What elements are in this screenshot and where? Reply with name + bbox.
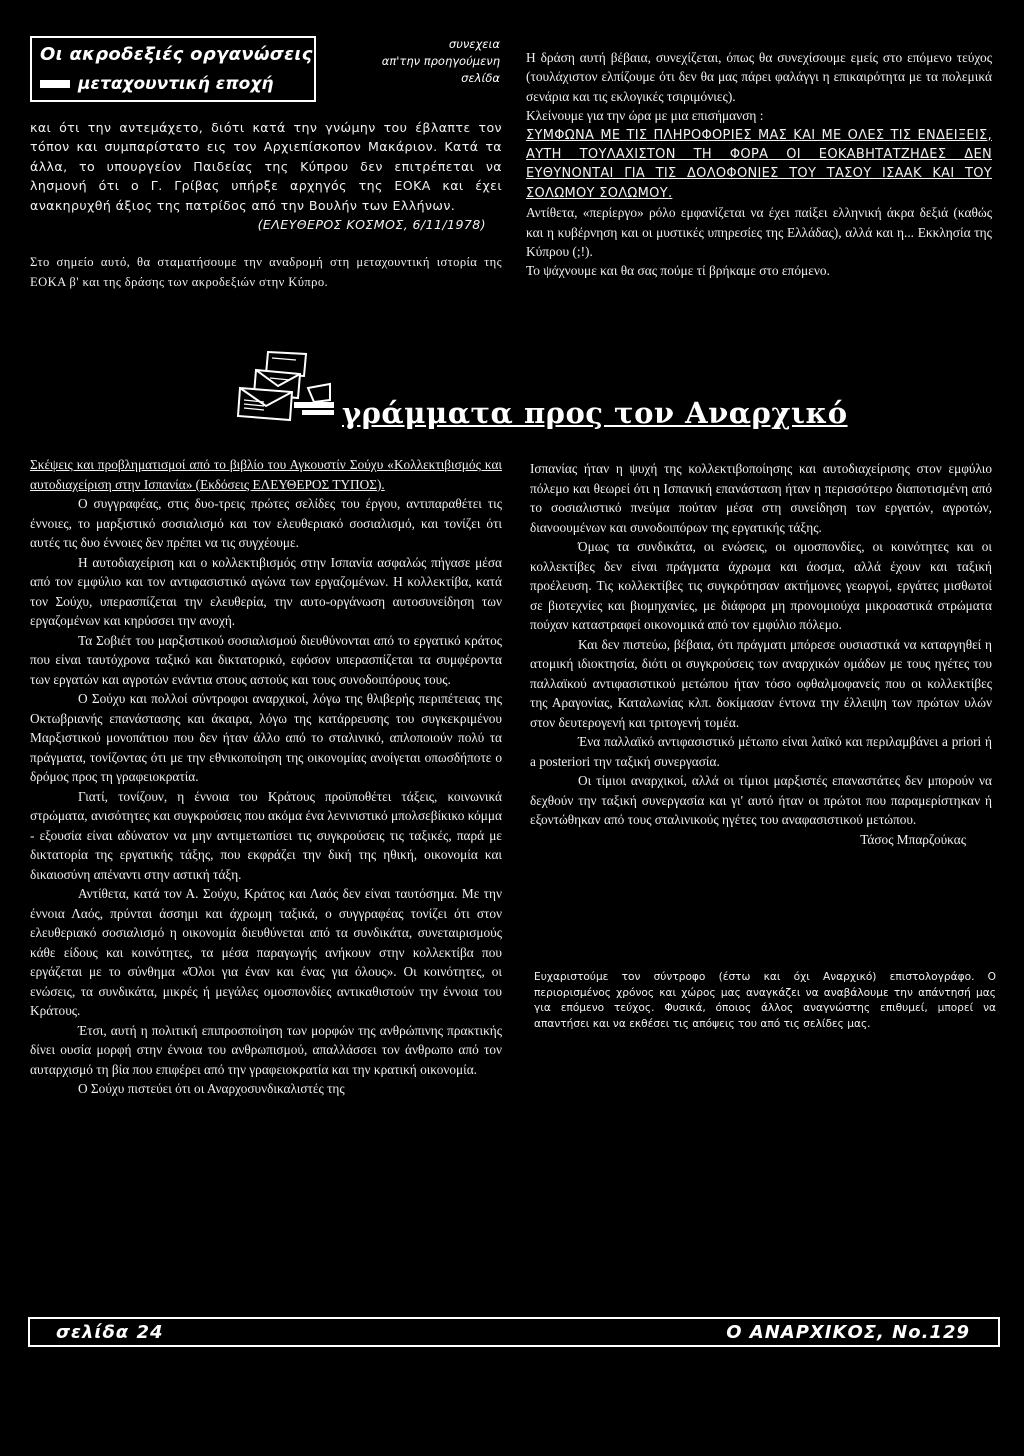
letter-paragraph: Ο Σούχυ πιστεύει ότι οι Αναρχοσυνδικαλιστές της xyxy=(78,1081,345,1096)
article-source: (ΕΛΕΥΘΕΡΟΣ ΚΟΣΜΟΣ, 6/11/1978) xyxy=(257,217,486,233)
editor-note: Ευχαριστούμε τον σύντροφο (έστω και όχι Αναρχικό) επιστολογράφο. Ο περιορισμένος χρόνος και χώρος μας αναγκάζει να αναβάλουμε την απάντησή μας για επόμενο τεύχος. Φυσικά, όποιος άλλος αναγνώστης επιθυμεί, μπορεί να απαντήσει και να εκθέσει τις απόψεις του από τις σελίδες μας. xyxy=(534,971,996,1030)
letter-paragraph: Όμως τα συνδικάτα, οι ενώσεις, οι ομοσπονδίες, οι κοινότητες και οι κολλεκτίβες δεν είναι πράγματα άχρωμα και άοσμα, αλλά έχουν και ταξική προέλευση. Τις κολλεκτίβες τις συγκρότησαν ακτήμονες γεωργοί, εργάτες μισθωτοί σε βιοτεχνίες και βιομηχανίες, με διάφορα μη προνομιούχα μικροαστικά στρώματα πούχαν καταστραφεί οικονομικά από τον εμφύλιο πόλεμο. xyxy=(530,539,992,632)
letter-paragraph: Και δεν πιστεύω, βέβαια, ότι πράγματι μπόρεσε ουσιαστικά να καταργηθεί η ατομική ιδιοκτησία, διότι οι συγκρούσεις των αναρχικών ομάδων με τους ηγέτες του παλλαϊκού αντιφασιστικού μετώπου ήταν τόσο οφθαλμοφανείς που οι κολλεκτίβες της Αραγονίας, Καταλωνίας κλπ. δοκίμασαν έντονα την έλλειψη των πρώτων υλών στον δευτερογενή και τριτογενή τομέα. xyxy=(530,636,992,730)
issue-label: Ο ΑΝΑΡΧΙΚΟΣ, Νο.129 xyxy=(726,1321,970,1343)
article-column-right xyxy=(526,48,992,281)
letter-paragraph: Οι τίμιοι αναρχικοί, αλλά οι τίμιοι μαρξιστές επαναστάτες δεν μπορούν να δεχθούν την ταξική συνεργασία και γι' αυτό ήταν οι πρώτοι που παραμερίστηκαν ή εξοντώθηκαν από τους σταλινικούς ηγέτες του αναφασιστικού μετώπου. xyxy=(530,773,992,827)
letter-paragraph: Ο Σούχυ και πολλοί σύντροφοι αναρχικοί, λόγω της θλιβερής περιπέτειας της Οκτωβριανής επανάστασης και άκαιρα, λόγω της κατάρρευσης του συγκεκριμένου Μαρξιστικού μονοπάτιου που δεν ήταν άλλο από το σταλινικό, απλοποιούν πολύ τα πράγματα, τονίζοντας ότι με την εθνικοποίηση της οικονομίας ανοίγεται οπωσδήποτε ο δρόμος προς τη γραφειοκρατία. xyxy=(30,691,502,784)
letter-paragraph: Ισπανίας ήταν η ψυχή της κολλεκτιβοποίησης και αυτοδιαχείρισης στον εμφύλιο πόλεμο και θεωρεί ότι η Ισπανική επανάσταση ήταν η περισσότερο διαποτισμένη από το σοσιαλιστικό πνεύμα πούταν μέσα στη συνείδηση των εργατών, αγροτών, διανοουμένων και συνοδοιπόρων της εργατικής τάξης. xyxy=(530,461,992,535)
letter-column-left xyxy=(30,455,502,1099)
series-title: Οι ακροδεξιές οργανώσεις xyxy=(40,44,313,65)
page-footer xyxy=(28,1317,1000,1347)
article-paragraph: Το ψάχνουμε και θα σας πούμε τί βρήκαμε στο επόμενο. xyxy=(526,263,830,279)
article-paragraph: Αντίθετα, «περίεργο» ρόλο εμφανίζεται να έχει παίξει ελληνική άκρα δεξιά (καθώς και η κυβέρνηση και οι μυστικές υπηρεσίες της Ελλάδας), αλλά και η... Εκκλησία της Κύπρου (;!). xyxy=(526,205,992,260)
article-caps-statement: ΣΥΜΦΩΝΑ ΜΕ ΤΙΣ ΠΛΗΡΟΦΟΡΙΕΣ ΜΑΣ ΚΑΙ ΜΕ ΟΛΕΣ ΤΙΣ ΕΝΔΕΙΞΕΙΣ, ΑΥΤΗ ΤΟΥΛΑΧΙΣΤΟΝ ΤΗ ΦΟΡΑ ΟΙ ΕΟΚΑΒΗΤΑΤΖΗΔΕΣ ΔΕΝ ΕΥΘΥΝΟΝΤΑΙ ΓΙΑ ΤΙΣ ΔΟΛΟΦΟΝΙΕΣ ΤΟΥ ΤΑΣΟΥ ΙΣΑΑΚ ΚΑΙ ΤΟΥ ΣΟΛΩΜΟΥ ΣΟΛΩΜΟΥ. xyxy=(526,127,992,201)
letter-paragraph: Γιατί, τονίζουν, η έννοια του Κράτους προϋποθέτει τάξεις, κοινωνικά στρώματα, ανισότητες και συγκρούσεις που ακόμα ένα λενινιστικό μπολσεβίκικο κόμμα - εξουσία είναι αδύνατον να μην αντιμετωπίσει τις συγκρούσεις τις ταξικές, παρά με δικτατορία της εργατικής τάξης, που εκφράζει την δική της ηθική, οικονομία και δικαιοσύνη απέναντι στην αστική τάξη. xyxy=(30,788,502,882)
letter-paragraph: Ένα παλλαϊκό αντιφασιστικό μέτωπο είναι λαϊκό και περιλαμβάνει a priori ή a posteriori την ταξική συνεργασία. xyxy=(530,734,992,769)
continuation-line: συνεχεια xyxy=(448,37,500,51)
series-subtitle-row xyxy=(40,74,273,94)
article-paragraph: Η δράση αυτή βέβαια, συνεχίζεται, όπως θα συνεχίσουμε εμείς στο επόμενο τεύχος (τουλάχιστον ελπίζουμε ότι δεν θα μας πάρει φαλάγγι η επικαιρότητα με τα πολεμικά σενάρια και τις εκλογικές τσιριμόνιες). xyxy=(526,50,992,104)
envelopes-icon xyxy=(234,348,338,428)
letter-paragraph: Τα Σοβιέτ του μαρξιστικού σοσιαλισμού διευθύνονται από το εργατικό κράτος που είναι ταυτόχρονα ταξικό και δικτατορικό, εφόσον υπερασπίζεται τα συμφέροντα των εργατών και αγροτών ενάντια στους αστούς και τους συνοδοιπόρους τους. xyxy=(30,632,502,687)
section-headline: γράμματα προς τον Αναρχικό xyxy=(342,396,848,430)
continuation-line: απ'την προηγούμενη xyxy=(381,54,500,68)
continuation-note xyxy=(330,36,500,87)
letter-intro: Σκέψεις και προβληματισμοί από το βιβλίο του Αγκουστίν Σούχυ «Κολλεκτιβισμός και αυτοδιαχείριση στην Ισπανία» (Εκδόσεις ΕΛΕΥΘΕΡΟΣ ΤΥΠΟΣ). xyxy=(30,457,502,492)
letter-paragraph: Η αυτοδιαχείριση και ο κολλεκτιβισμός στην Ισπανία ασφαλώς πήγασε μέσα από τον εμφύλιο και τον αντιφασιστικό αγώνα των εργαζομένων. Η κολλεκτίβα, κατά τον Σούχυ, υπερασπίζεται την ελευθερία, την αυτο-οργάνωση αυτοσυνείδηση των εργαζομένων και κηρύσσει την ανοχή. xyxy=(30,554,502,628)
page-number: σελίδα 24 xyxy=(56,1321,164,1343)
redaction-bar xyxy=(40,80,70,88)
article-paragraph: και ότι την αντεμάχετο, διότι κατά την γνώμην του έβλαπτε τον τόπον και συμπαρίστατο εις τον Αρχιεπίσκοπον Μακάριον. Κατά τα άλλα, το υπουργείον Παιδείας της Κύπρου δεν επιτρέπεται να λησμονή ότι ο Γ. Γρίβας υπήρξε αρχηγός της ΕΟΚΑ και έχει ανακηρυχθή άξιος της πατρίδος από την Βουλήν των Ελλήνων. xyxy=(30,120,502,213)
continuation-line: σελίδα xyxy=(461,71,500,85)
letter-paragraph: Έτσι, αυτή η πολιτική επιπροσποίηση των μορφών της ανθρώπινης πρακτικής δίνει ουσία μορφή στην έννοια του ανθρωπισμού, απαλλάσσει τον άνθρωπο από τον αυταρχισμό τη βία που επιφέρει από την γραφειοκρατία και την κρατική οικονομία. xyxy=(30,1022,502,1077)
article-paragraph: Στο σημείο αυτό, θα σταματήσουμε την αναδρομή στη μεταχουντική ιστορία της ΕΟΚΑ β' και της δράσης των ακροδεξιών στην Κύπρο. xyxy=(30,255,502,289)
letter-signature: Τάσος Μπαρζούκας xyxy=(860,831,966,847)
article-column-left xyxy=(30,118,502,292)
letter-paragraph: Ο συγγραφέας, στις δυο-τρεις πρώτες σελίδες του έργου, αντιπαραθέτει τις έννοιες, το μαρξιστικό σοσιαλισμό και τον ελευθεριακό σοσιαλισμό, και τονίζει ότι αυτές τις δυο έννοιες δεν πρέπει να τις συγχέουμε. xyxy=(30,496,502,550)
letter-paragraph: Αντίθετα, κατά τον Α. Σούχυ, Κράτος και Λαός δεν είναι ταυτόσημα. Με την έννοια Λαός, πρύνται άσσημι και άχρωμη ταξικά, ο συγγραφέας τονίζει ότι στον ελευθεριακό σοσιαλισμό η οικονομία διευθύνεται από τα συνδικάτα, συνεταιρισμούς κάθε είδους και κοινότητες, τα μέσα παραγωγής ανήκουν στην κολλεκτίβα που εργάζεται με το σύνθημα «Όλοι για έναν και ένας για όλους». Οι κοινότητες, οι ενώσεις, τα συνδικάτα, μικρές ή μεγάλες ομοσπονδίες αντικαθιστούν την έννοια του Κράτους. xyxy=(30,886,502,1018)
article-paragraph-intro: Κλείνουμε για την ώρα με μια επισήμανση : xyxy=(526,108,764,124)
letter-column-right xyxy=(530,459,992,849)
series-subtitle: μεταχουντική εποχή xyxy=(78,74,274,94)
series-title-box xyxy=(30,36,316,102)
